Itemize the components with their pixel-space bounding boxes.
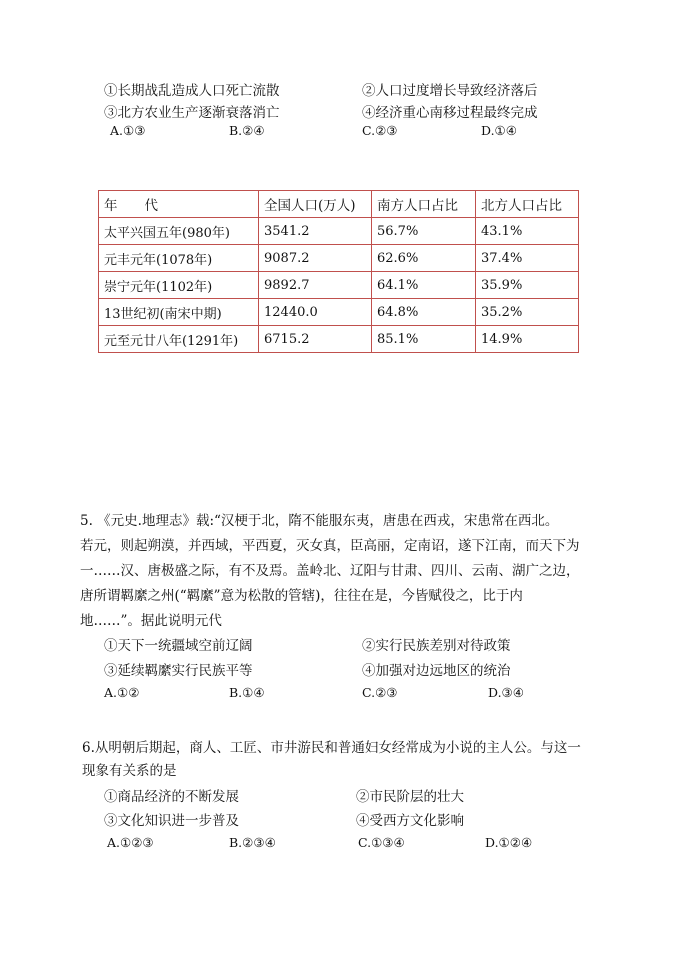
table-row [99, 326, 579, 353]
table-cell: 元至元廿八年(1291年) [99, 326, 259, 353]
table-cell: 9892.7 [259, 272, 372, 299]
table-cell: 14.9% [476, 326, 579, 353]
table-cell: 37.4% [476, 245, 579, 272]
table-cell: 35.2% [476, 299, 579, 326]
q5-stem-line-4: 唐所谓羁縻之州(“羁縻”意为松散的管辖)，往往在是，今皆赋役之，比于内 [80, 588, 523, 604]
table-row [99, 272, 579, 299]
table-cell: 6715.2 [259, 326, 372, 353]
table-row [99, 299, 579, 326]
q5-stem-line-1: 5. 《元史.地理志》载:“汉梗于北，隋不能服东夷，唐患在西戎，宋患常在西北。 [80, 513, 559, 529]
table-cell: 9087.2 [259, 245, 372, 272]
q5-option-1: ①天下一统疆域空前辽阔 [104, 638, 253, 654]
table-cell: 35.9% [476, 272, 579, 299]
q6-stem-line-1: 6.从明朝后期起，商人、工匠、市井游民和普通妇女经常成为小说的主人公。与这一 [82, 740, 581, 756]
table-header-cell: 全国人口(万人) [259, 191, 372, 218]
q4-answer-a: A.①③ [110, 123, 146, 138]
table-cell: 56.7% [372, 218, 476, 245]
q5-answer-c: C.②③ [362, 685, 398, 700]
q5-answer-a: A.①② [104, 685, 140, 700]
q4-option-2: ②人口过度增长导致经济落后 [362, 83, 538, 99]
table-cell: 64.1% [372, 272, 476, 299]
q6-option-3: ③文化知识进一步普及 [104, 813, 239, 829]
q5-option-4: ④加强对边远地区的统治 [362, 663, 511, 679]
population-table [98, 190, 579, 353]
q4-answer-b: B.②④ [229, 123, 265, 138]
table-cell: 43.1% [476, 218, 579, 245]
q5-stem-line-5: 地……”。据此说明元代 [80, 613, 222, 629]
q6-option-2: ②市民阶层的壮大 [356, 789, 464, 805]
q4-option-3: ③北方农业生产逐渐衰落消亡 [104, 105, 280, 121]
q6-answer-c: C.①③④ [358, 835, 405, 850]
q4-answer-d: D.①④ [481, 123, 517, 138]
q4-option-1: ①长期战乱造成人口死亡流散 [104, 83, 280, 99]
q6-option-1: ①商品经济的不断发展 [104, 789, 239, 805]
table-row [99, 245, 579, 272]
q5-answer-d: D.③④ [488, 685, 524, 700]
table-row [99, 218, 579, 245]
table-cell: 崇宁元年(1102年) [99, 272, 259, 299]
table-header-cell: 年 代 [99, 191, 259, 218]
q5-stem-line-3: 一……汉、唐极盛之际，有不及焉。盖岭北、辽阳与甘肃、四川、云南、湖广之边， [80, 563, 580, 579]
table-cell: 太平兴国五年(980年) [99, 218, 259, 245]
q6-option-4: ④受西方文化影响 [356, 813, 464, 829]
q5-stem-line-2: 若元，则起朔漠，并西域，平西夏，灭女真，臣高丽，定南诏，遂下江南，而天下为 [80, 538, 580, 554]
q5-option-3: ③延续羁縻实行民族平等 [104, 663, 253, 679]
q4-answer-c: C.②③ [362, 123, 398, 138]
table-cell: 62.6% [372, 245, 476, 272]
q4-option-4: ④经济重心南移过程最终完成 [362, 105, 538, 121]
q6-answer-d: D.①②④ [485, 835, 533, 850]
table-cell: 85.1% [372, 326, 476, 353]
table-header-row [99, 191, 579, 218]
q5-answer-b: B.①④ [229, 685, 265, 700]
q5-option-2: ②实行民族差别对待政策 [362, 638, 511, 654]
q6-stem-line-2: 现象有关系的是 [82, 763, 177, 779]
table-cell: 13世纪初(南宋中期) [99, 299, 259, 326]
table-cell: 3541.2 [259, 218, 372, 245]
table-header-cell: 北方人口占比 [476, 191, 579, 218]
q6-answer-b: B.②③④ [229, 835, 276, 850]
table-cell: 64.8% [372, 299, 476, 326]
q6-answer-a: A.①②③ [107, 835, 154, 850]
table-cell: 元丰元年(1078年) [99, 245, 259, 272]
table-cell: 12440.0 [259, 299, 372, 326]
table-header-cell: 南方人口占比 [372, 191, 476, 218]
